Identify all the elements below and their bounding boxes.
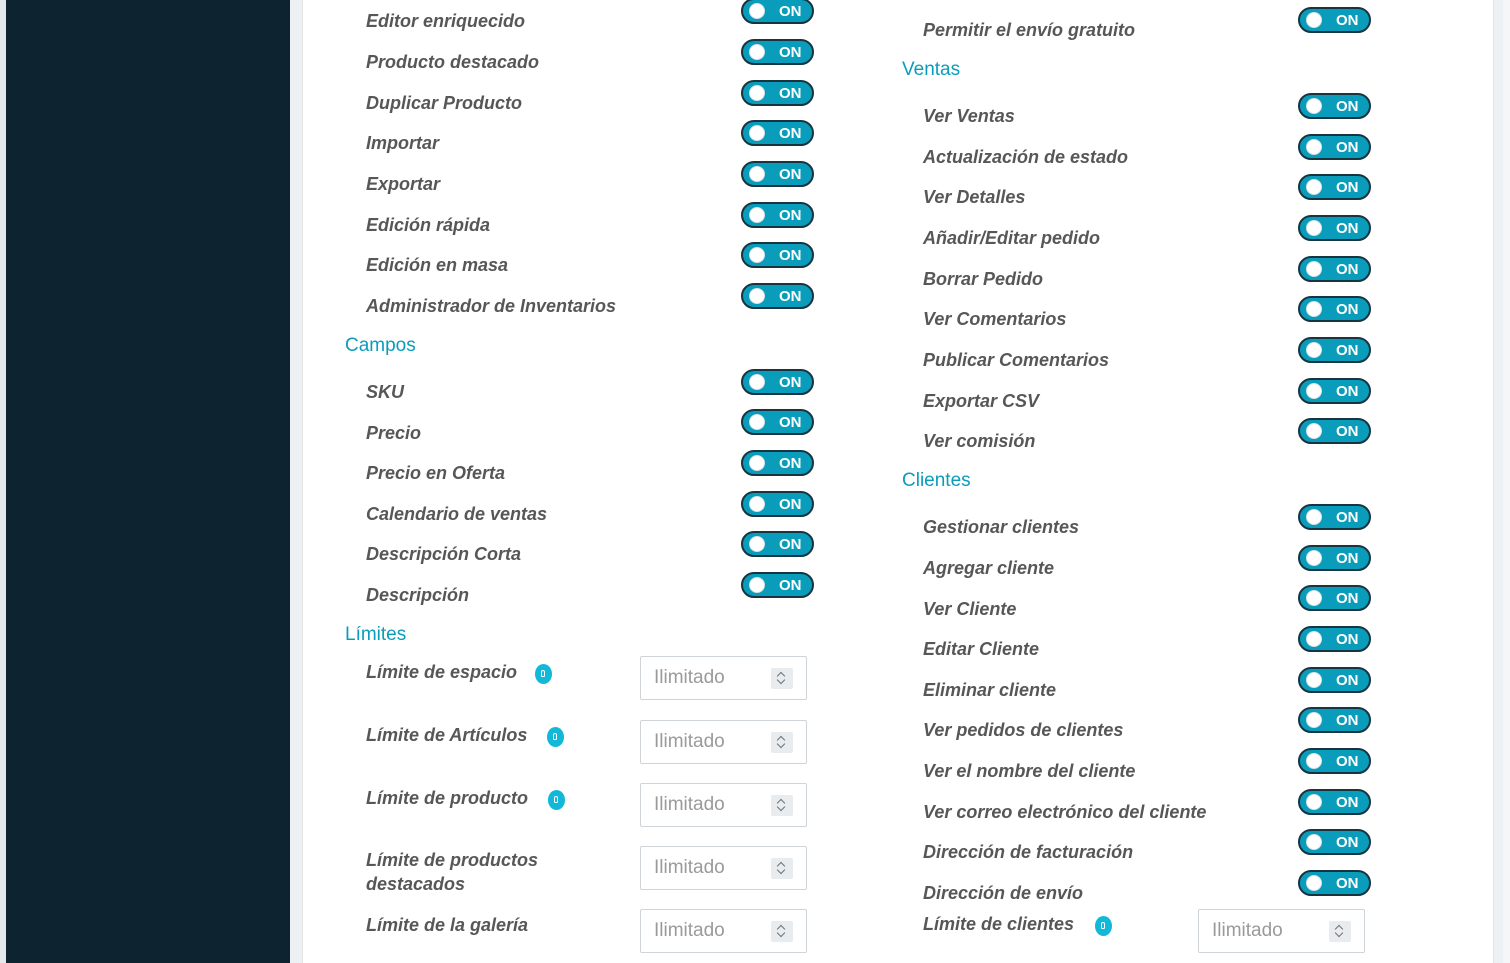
toggle-exportar-csv[interactable] [1298, 378, 1371, 404]
toggle-knob [1306, 875, 1322, 891]
limit-input-galeria[interactable] [640, 909, 807, 953]
perm-label-ver-correo-cliente: Ver correo electrónico del cliente [923, 802, 1207, 822]
toggle-knob [1306, 794, 1322, 810]
toggle-knob [1306, 139, 1322, 155]
limit-clientes-field[interactable] [1200, 911, 1325, 951]
limit-galeria-field[interactable] [642, 911, 767, 951]
toggle-ver-correo-cliente[interactable] [1298, 789, 1371, 815]
toggle-state: ON [779, 374, 802, 391]
toggle-state: ON [779, 577, 802, 594]
perm-label-anadir-editar-pedido: Añadir/Editar pedido [923, 228, 1101, 248]
perm-label-envio-gratuito: Permitir el envío gratuito [923, 20, 1136, 40]
toggle-descripcion[interactable] [741, 572, 814, 598]
limit-label-articulos: Límite de Artículos [366, 725, 528, 745]
toggle-state: ON [1336, 383, 1359, 400]
chevron-up-down-icon[interactable] [771, 732, 793, 753]
toggle-knob [1306, 753, 1322, 769]
perm-label-eliminar-cliente: Eliminar cliente [923, 680, 1057, 700]
toggle-state: ON [779, 496, 802, 513]
toggle-ver-detalles[interactable] [1298, 174, 1371, 200]
toggle-state: ON [779, 288, 802, 305]
perm-label-edicion-en-masa: Edición en masa [366, 255, 509, 275]
toggle-ver-comision[interactable] [1298, 418, 1371, 444]
toggle-knob [1306, 383, 1322, 399]
limit-input-clientes[interactable] [1198, 909, 1365, 953]
perm-label-descripcion-corta: Descripción Corta [366, 544, 522, 564]
toggle-knob [749, 374, 765, 390]
toggle-administrador-inventarios[interactable] [741, 283, 814, 309]
perm-label-edicion-rapida: Edición rápida [366, 215, 491, 235]
toggle-eliminar-cliente[interactable] [1298, 667, 1371, 693]
toggle-duplicar-producto[interactable] [741, 80, 814, 106]
toggle-knob [1306, 672, 1322, 688]
perm-label-descripcion: Descripción [366, 585, 470, 605]
help-bulb-icon[interactable] [547, 727, 564, 747]
toggle-knob [1306, 590, 1322, 606]
toggle-descripcion-corta[interactable] [741, 531, 814, 557]
toggle-state: ON [1336, 794, 1359, 811]
toggle-state: ON [1336, 509, 1359, 526]
toggle-knob [749, 125, 765, 141]
limit-articulos-field[interactable] [642, 722, 767, 762]
toggle-knob [749, 44, 765, 60]
toggle-knob [1306, 631, 1322, 647]
toggle-actualizacion-estado[interactable] [1298, 134, 1371, 160]
toggle-importar[interactable] [741, 120, 814, 146]
perm-label-actualizacion-estado: Actualización de estado [923, 147, 1129, 167]
toggle-state: ON [779, 166, 802, 183]
toggle-ver-ventas[interactable] [1298, 93, 1371, 119]
limit-espacio-field[interactable] [642, 658, 767, 698]
toggle-knob [1306, 301, 1322, 317]
toggle-state: ON [1336, 590, 1359, 607]
toggle-knob [749, 414, 765, 430]
toggle-knob [1306, 179, 1322, 195]
perm-label-ver-pedidos-clientes: Ver pedidos de clientes [923, 720, 1124, 740]
toggle-knob [749, 288, 765, 304]
perm-label-ver-nombre-cliente: Ver el nombre del cliente [923, 761, 1136, 781]
toggle-publicar-comentarios[interactable] [1298, 337, 1371, 363]
toggle-precio[interactable] [741, 409, 814, 435]
toggle-state: ON [1336, 753, 1359, 770]
toggle-envio-gratuito[interactable] [1298, 7, 1371, 33]
limit-producto-field[interactable] [642, 785, 767, 825]
toggle-state: ON [779, 455, 802, 472]
toggle-state: ON [779, 125, 802, 142]
section-title-ventas: Ventas [902, 59, 961, 80]
toggle-borrar-pedido[interactable] [1298, 256, 1371, 282]
toggle-knob [1306, 98, 1322, 114]
chevron-up-down-icon[interactable] [771, 795, 793, 816]
toggle-state: ON [779, 85, 802, 102]
perm-label-borrar-pedido: Borrar Pedido [923, 269, 1044, 289]
toggle-calendario-ventas[interactable] [741, 491, 814, 517]
perm-label-direccion-facturacion: Dirección de facturación [923, 842, 1134, 862]
permissions-panel [302, 0, 1494, 963]
perm-label-ver-comision: Ver comisión [923, 431, 1036, 451]
toggle-precio-oferta[interactable] [741, 450, 814, 476]
limit-input-espacio[interactable] [640, 656, 807, 700]
limit-label-producto: Límite de producto [366, 788, 528, 808]
toggle-editar-cliente[interactable] [1298, 626, 1371, 652]
toggle-knob [1306, 712, 1322, 728]
perm-label-publicar-comentarios: Publicar Comentarios [923, 350, 1110, 370]
toggle-sku[interactable] [741, 369, 814, 395]
toggle-state: ON [1336, 98, 1359, 115]
toggle-knob [1306, 550, 1322, 566]
toggle-knob [1306, 834, 1322, 850]
limit-label-clientes: Límite de clientes [923, 914, 1075, 934]
toggle-knob [749, 3, 765, 19]
toggle-knob [749, 496, 765, 512]
toggle-state: ON [779, 247, 802, 264]
limit-label-espacio: Límite de espacio [366, 662, 518, 682]
limit-input-producto[interactable] [640, 783, 807, 827]
perm-label-ver-comentarios: Ver Comentarios [923, 309, 1067, 329]
perm-label-exportar: Exportar [366, 174, 441, 194]
toggle-state: ON [1336, 423, 1359, 440]
section-title-campos: Campos [345, 335, 416, 356]
toggle-state: ON [779, 44, 802, 61]
scroll-gutter [1503, 0, 1510, 963]
perm-label-administrador-inventarios: Administrador de Inventarios [366, 296, 617, 316]
toggle-anadir-editar-pedido[interactable] [1298, 215, 1371, 241]
section-title-limites: Límites [345, 624, 407, 645]
toggle-state: ON [1336, 12, 1359, 29]
toggle-state: ON [779, 414, 802, 431]
toggle-knob [1306, 220, 1322, 236]
toggle-state: ON [779, 536, 802, 553]
toggle-ver-nombre-cliente[interactable] [1298, 748, 1371, 774]
toggle-ver-pedidos-clientes[interactable] [1298, 707, 1371, 733]
toggle-state: ON [779, 3, 802, 20]
toggle-ver-cliente[interactable] [1298, 585, 1371, 611]
perm-label-ver-detalles: Ver Detalles [923, 187, 1026, 207]
perm-label-editor-enriquecido: Editor enriquecido [366, 11, 526, 31]
perm-label-exportar-csv: Exportar CSV [923, 391, 1040, 411]
perm-label-agregar-cliente: Agregar cliente [923, 558, 1055, 578]
chevron-up-down-icon[interactable] [1329, 921, 1351, 942]
perm-label-duplicar-producto: Duplicar Producto [366, 93, 523, 113]
perm-label-ver-ventas: Ver Ventas [923, 106, 1015, 126]
limit-input-productos-destacados[interactable] [640, 846, 807, 890]
toggle-knob [749, 85, 765, 101]
toggle-knob [749, 166, 765, 182]
toggle-state: ON [779, 207, 802, 224]
perm-label-direccion-envio: Dirección de envío [923, 883, 1084, 903]
toggle-gestionar-clientes[interactable] [1298, 504, 1371, 530]
toggle-agregar-cliente[interactable] [1298, 545, 1371, 571]
toggle-state: ON [1336, 550, 1359, 567]
toggle-knob [1306, 423, 1322, 439]
toggle-ver-comentarios[interactable] [1298, 296, 1371, 322]
toggle-knob [1306, 12, 1322, 28]
limit-productos-destacados-field[interactable] [642, 848, 767, 888]
help-bulb-icon[interactable] [548, 790, 565, 810]
section-title-clientes: Clientes [902, 470, 971, 491]
perm-label-calendario-ventas: Calendario de ventas [366, 504, 548, 524]
toggle-knob [1306, 342, 1322, 358]
perm-label-gestionar-clientes: Gestionar clientes [923, 517, 1080, 537]
toggle-producto-destacado[interactable] [741, 39, 814, 65]
chevron-up-down-icon[interactable] [771, 858, 793, 879]
limit-input-articulos[interactable] [640, 720, 807, 764]
perm-label-ver-cliente: Ver Cliente [923, 599, 1017, 619]
toggle-state: ON [1336, 220, 1359, 237]
toggle-direccion-facturacion[interactable] [1298, 829, 1371, 855]
perm-label-importar: Importar [366, 133, 440, 153]
limit-label-galeria: Límite de la galería [366, 915, 529, 935]
sidebar [6, 0, 290, 963]
toggle-knob [1306, 261, 1322, 277]
toggle-knob [1306, 509, 1322, 525]
toggle-direccion-envio[interactable] [1298, 870, 1371, 896]
chevron-up-down-icon[interactable] [771, 921, 793, 942]
toggle-edicion-rapida[interactable] [741, 202, 814, 228]
limit-label-productos-destacados: Límite de productos destacados [366, 850, 539, 894]
perm-label-sku: SKU [366, 382, 405, 402]
perm-label-precio: Precio [366, 423, 422, 443]
toggle-knob [749, 207, 765, 223]
toggle-knob [749, 577, 765, 593]
toggle-knob [749, 455, 765, 471]
toggle-state: ON [1336, 712, 1359, 729]
toggle-state: ON [1336, 834, 1359, 851]
toggle-knob [749, 247, 765, 263]
perm-label-precio-oferta: Precio en Oferta [366, 463, 506, 483]
toggle-state: ON [1336, 631, 1359, 648]
toggle-edicion-en-masa[interactable] [741, 242, 814, 268]
chevron-up-down-icon[interactable] [771, 668, 793, 689]
toggle-exportar[interactable] [741, 161, 814, 187]
toggle-state: ON [1336, 179, 1359, 196]
perm-label-producto-destacado: Producto destacado [366, 52, 540, 72]
toggle-state: ON [1336, 139, 1359, 156]
toggle-editor-enriquecido[interactable] [741, 0, 814, 24]
help-bulb-icon[interactable] [1095, 916, 1112, 936]
toggle-state: ON [1336, 342, 1359, 359]
perm-label-editar-cliente: Editar Cliente [923, 639, 1040, 659]
toggle-state: ON [1336, 261, 1359, 278]
toggle-state: ON [1336, 672, 1359, 689]
help-bulb-icon[interactable] [535, 664, 552, 684]
toggle-state: ON [1336, 301, 1359, 318]
toggle-state: ON [1336, 875, 1359, 892]
toggle-knob [749, 536, 765, 552]
